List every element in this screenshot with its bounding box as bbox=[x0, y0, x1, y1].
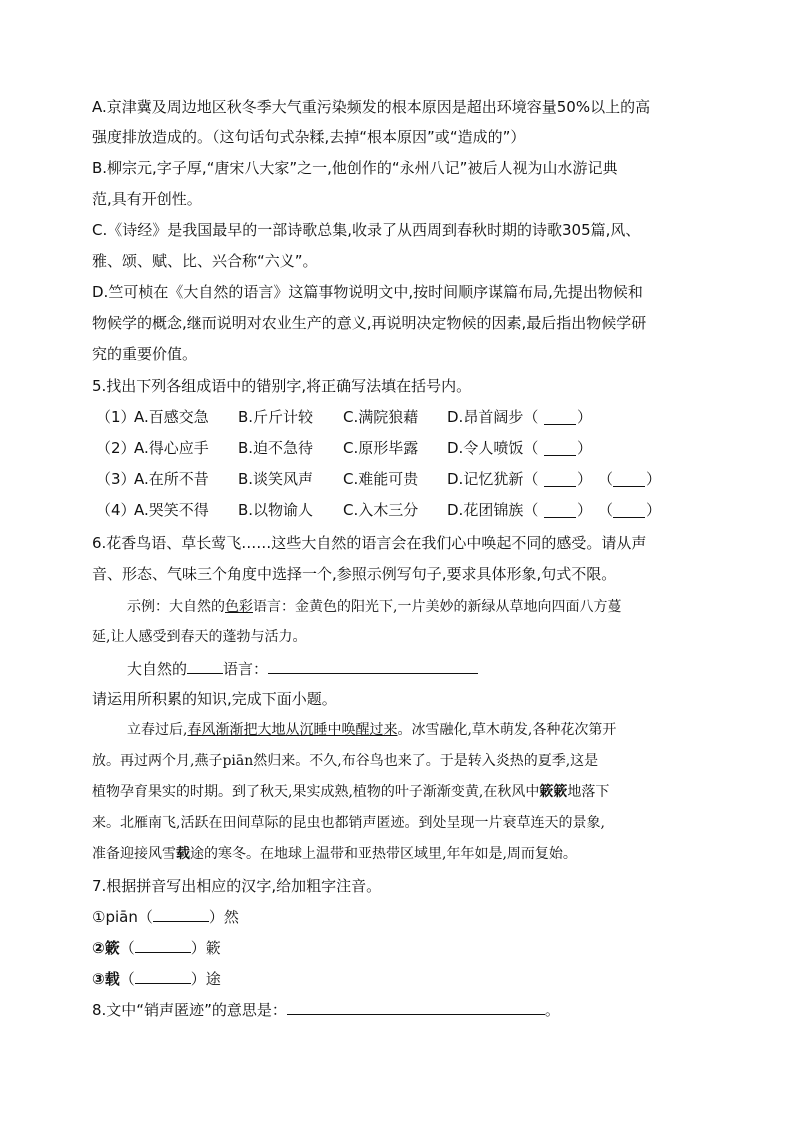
option-c-line-1: C.《诗经》是我国最早的一部诗歌总集,收录了从西周到春秋时期的诗歌305篇,风、 bbox=[92, 221, 641, 239]
q7-item-text: ）簌 bbox=[190, 939, 221, 957]
q5-close-paren: ） bbox=[577, 439, 593, 457]
q5-answer-blank-2[interactable] bbox=[613, 503, 645, 518]
question-8 bbox=[92, 1000, 560, 1020]
q5-option-a: A.百感交急 bbox=[134, 408, 209, 426]
q7-item-text: ①piān（ bbox=[92, 908, 153, 926]
q6-example-line-2: 延,让人感受到春天的蓬勃与活力。 bbox=[92, 629, 307, 645]
q5-answer-blank-2[interactable] bbox=[613, 472, 645, 487]
option-c-line-2: 雅、颂、赋、比、兴合称“六义”。 bbox=[92, 252, 318, 270]
q7-item-3 bbox=[92, 969, 221, 989]
option-d-line-2: 物候学的概念,继而说明对农业生产的意义,再说明决定物候的因素,最后指出物候学研 bbox=[92, 314, 647, 332]
q7-item-1 bbox=[92, 907, 239, 927]
passage-line-1 bbox=[127, 720, 616, 740]
q5-option-c: C.难能可贵 bbox=[343, 470, 419, 488]
passage-line-5 bbox=[92, 844, 577, 864]
q8-answer-blank[interactable] bbox=[287, 1000, 545, 1015]
q5-option-a: A.得心应手 bbox=[134, 439, 209, 457]
q5-row-num: （2） bbox=[96, 439, 136, 457]
question-6-stem-line-1: 6.花香鸟语、草长莺飞……这些大自然的语言会在我们心中唤起不同的感受。请从声 bbox=[92, 534, 647, 552]
option-a-line-1: A.京津冀及周边地区秋冬季大气重污染频发的根本原因是超出环境容量50%以上的高 bbox=[92, 98, 651, 116]
q5-option-c: C.原形毕露 bbox=[343, 439, 419, 457]
question-5-stem: 5.找出下列各组成语中的错别字,将正确写法填在括号内。 bbox=[92, 377, 472, 395]
option-b-line-2: 范,具有开创性。 bbox=[92, 190, 202, 208]
q7-bold-char: ③载 bbox=[92, 970, 120, 988]
q6-answer-line bbox=[127, 659, 478, 679]
question-6-stem-line-2: 音、形态、气味三个角度中选择一个,参照示例写句子,要求具体形象,句式不限。 bbox=[92, 565, 617, 583]
q7-answer-blank[interactable] bbox=[135, 938, 191, 953]
q7-answer-blank[interactable] bbox=[153, 907, 209, 922]
q5-option-b: B.谈笑风声 bbox=[238, 470, 314, 488]
q6-example-line-1 bbox=[127, 597, 621, 617]
q5-option-b: B.迫不急待 bbox=[238, 439, 314, 457]
passage-text: 。冰雪融化,草木萌发,各种花次第开 bbox=[397, 722, 617, 738]
q5-close-paren: ） bbox=[577, 408, 593, 426]
passage-text: 植物孕育果实的时期。到了秋天,果实成熟,植物的叶子渐渐变黄,在秋风中 bbox=[92, 784, 540, 800]
q5-open-paren: （ bbox=[598, 470, 614, 488]
q5-answer-blank[interactable] bbox=[544, 472, 576, 487]
q5-answer-blank[interactable] bbox=[544, 441, 576, 456]
q5-row-num: （1） bbox=[96, 408, 136, 426]
q7-item-2 bbox=[92, 938, 221, 958]
q7-item-text: ）途 bbox=[190, 970, 221, 988]
option-d-line-1: D.竺可桢在《大自然的语言》这篇事物说明文中,按时间顺序谋篇布局,先提出物候和 bbox=[92, 283, 643, 301]
q5-row-num: （3） bbox=[96, 470, 136, 488]
q5-close-paren-2: ） bbox=[646, 470, 662, 488]
q8-stem: 8.文中“销声匿迹”的意思是： bbox=[92, 1001, 287, 1019]
q5-option-c: C.满院狼藉 bbox=[343, 408, 419, 426]
q5-option-d: D.昂首阔步（ bbox=[447, 408, 539, 426]
passage-text: 准备迎接风雪 bbox=[92, 846, 176, 862]
q6-aspect-blank[interactable] bbox=[187, 659, 223, 674]
q7-item-text: （ bbox=[119, 939, 135, 957]
passage-text: 地落下 bbox=[567, 784, 610, 800]
q8-end: 。 bbox=[544, 1001, 560, 1019]
q5-answer-blank[interactable] bbox=[544, 503, 576, 518]
q7-answer-blank[interactable] bbox=[135, 969, 191, 984]
passage-line-4: 来。北雁南飞,活跃在田间草际的昆虫也都销声匿迹。到处呈现一片衰草连天的景象, bbox=[92, 815, 605, 831]
q7-item-text: （ bbox=[119, 970, 135, 988]
q5-close-paren: ） bbox=[577, 501, 593, 519]
q5-option-c: C.入木三分 bbox=[343, 501, 419, 519]
passage-underlined: 春风渐渐把大地从沉睡中唤醒过来 bbox=[187, 722, 398, 738]
passage-bold: 载 bbox=[176, 846, 190, 862]
passage-line-3 bbox=[92, 782, 609, 802]
passage-bold: 簌簌 bbox=[539, 784, 568, 800]
question-7-stem: 7.根据拼音写出相应的汉字,给加粗字注音。 bbox=[92, 877, 382, 895]
q5-option-b: B.以物谕人 bbox=[238, 501, 314, 519]
q5-row-num: （4） bbox=[96, 501, 136, 519]
q7-bold-char: ②簌 bbox=[92, 939, 120, 957]
passage-text: 立春过后, bbox=[127, 722, 188, 738]
q5-close-paren: ） bbox=[577, 470, 593, 488]
q7-item-text: ）然 bbox=[208, 908, 239, 926]
passage-text: 途的寒冬。在地球上温带和亚热带区域里,年年如是,周而复始。 bbox=[190, 846, 577, 862]
q6-answer-prefix: 大自然的 bbox=[127, 660, 188, 678]
q6-sentence-blank[interactable] bbox=[268, 659, 478, 674]
option-a-line-2: 强度排放造成的。（这句话句式杂糅,去掉“根本原因”或“造成的”） bbox=[92, 128, 526, 146]
q6-example-prefix: 示例：大自然的 bbox=[127, 599, 225, 615]
q6-answer-mid: 语言： bbox=[223, 660, 269, 678]
q5-option-b: B.斤斤计较 bbox=[238, 408, 314, 426]
q5-answer-blank[interactable] bbox=[544, 410, 576, 425]
q5-close-paren-2: ） bbox=[646, 501, 662, 519]
reading-intro: 请运用所积累的知识,完成下面小题。 bbox=[92, 690, 337, 708]
option-d-line-3: 究的重要价值。 bbox=[92, 345, 198, 363]
q5-option-d: D.记忆犹新（ bbox=[447, 470, 539, 488]
q5-option-d: D.花团锦族（ bbox=[447, 501, 539, 519]
q5-option-d: D.令人喷饭（ bbox=[447, 439, 539, 457]
q5-option-a: A.哭笑不得 bbox=[134, 501, 209, 519]
q5-open-paren: （ bbox=[598, 501, 614, 519]
option-b-line-1: B.柳宗元,字子厚,“唐宋八大家”之一,他创作的“永州八记”被后人视为山水游记典 bbox=[92, 159, 618, 177]
q6-example-rest: 语言：金黄色的阳光下,一片美妙的新绿从草地向四面八方蔓 bbox=[253, 599, 622, 615]
q6-example-key: 色彩 bbox=[225, 599, 253, 615]
q5-option-a: A.在所不昔 bbox=[134, 470, 209, 488]
passage-line-2: 放。再过两个月,燕子piān然归来。不久,布谷鸟也来了。于是转入炎热的夏季,这是 bbox=[92, 753, 599, 769]
